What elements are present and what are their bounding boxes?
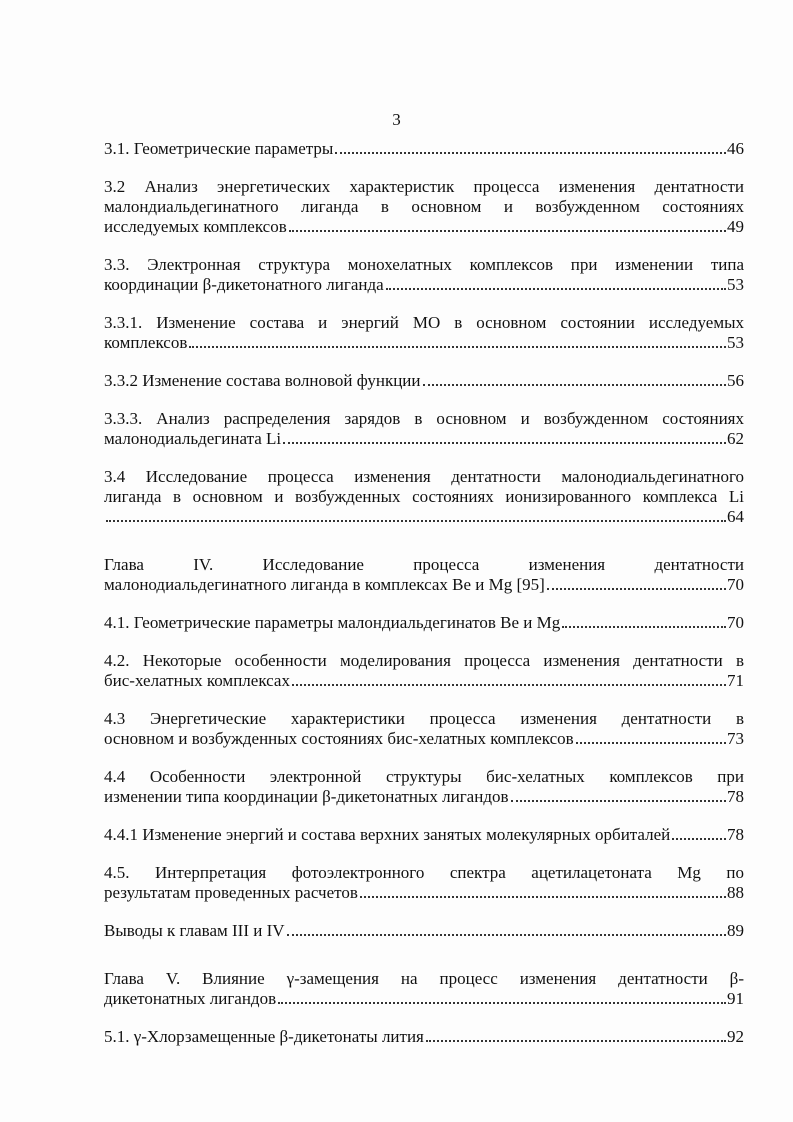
dot-leader [335, 152, 726, 154]
toc-page-number: 46 [727, 139, 744, 158]
dot-leader [106, 520, 726, 522]
dot-leader [189, 346, 726, 348]
toc-entry[interactable] [104, 313, 744, 353]
toc-entry-title-end: 3.1. Геометрические параметры [104, 139, 334, 158]
toc-entry-last-line [104, 787, 744, 807]
toc-entry-title-line: 3.2 Анализ энергетических характеристик процесса изменения дентатности [104, 177, 744, 196]
toc-entry-last-line [104, 217, 744, 237]
page-number: 3 [392, 110, 401, 129]
toc-page-number: 91 [727, 989, 744, 1008]
toc-page-number: 73 [727, 729, 744, 748]
toc-entry-title-end: комплексов [104, 333, 188, 352]
dot-leader [278, 1002, 726, 1004]
toc-entry-title-end: малонодиальдегинатного лиганда в комплексах Be и Mg [95] [104, 575, 545, 594]
toc-entry-last-line [104, 1027, 744, 1047]
toc-entry-last-line [104, 671, 744, 691]
toc-entry-last-line [104, 613, 744, 633]
toc-page-number: 53 [727, 333, 744, 352]
toc-entry[interactable] [104, 921, 744, 941]
dot-leader [386, 288, 726, 290]
toc-entry-last-line [104, 921, 744, 941]
toc-entry[interactable] [104, 255, 744, 295]
toc-entry[interactable] [104, 825, 744, 845]
toc-entry-last-line [104, 825, 744, 845]
toc-entry-title-end: основном и возбужденных состояниях бис-хелатных комплексов [104, 729, 574, 748]
toc-entry-title-line: 3.4 Исследование процесса изменения дентатности малонодиальдегинатного [104, 467, 744, 486]
toc-entry-title-end: 4.4.1 Изменение энергий и состава верхних занятых молекулярных орбиталей [104, 825, 671, 844]
dot-leader [287, 934, 726, 936]
toc-page-number: 70 [727, 575, 744, 594]
toc-entry-last-line [104, 575, 744, 595]
toc-entry-last-line [104, 429, 744, 449]
toc-entry-title-line: 4.3 Энергетические характеристики процесса изменения дентатности в [104, 709, 744, 728]
toc-entry[interactable] [104, 969, 744, 1009]
dot-leader [360, 896, 726, 898]
toc-entry[interactable] [104, 177, 744, 237]
toc-page-number: 78 [727, 787, 744, 806]
dot-leader [289, 230, 726, 232]
toc-entry-title-line: 4.2. Некоторые особенности моделирования процесса изменения дентатности в [104, 651, 744, 670]
toc-entry-title-end: результатам проведенных расчетов [104, 883, 358, 902]
toc-entry-title-end: 4.1. Геометрические параметры малондиальдегинатов Be и Mg [104, 613, 561, 632]
toc-entry[interactable] [104, 467, 744, 527]
dot-leader [547, 588, 726, 590]
toc-entry-last-line [104, 275, 744, 295]
dot-leader [423, 384, 726, 386]
dot-leader [426, 1040, 726, 1042]
toc-page-number: 89 [727, 921, 744, 940]
toc-entry-title-line: 4.4 Особенности электронной структуры бис-хелатных комплексов при [104, 767, 744, 786]
toc-entry[interactable] [104, 767, 744, 807]
toc-entry-title-line: 4.5. Интерпретация фотоэлектронного спектра ацетилацетоната Mg по [104, 863, 744, 882]
toc-entry-title-end: Выводы к главам III и IV [104, 921, 285, 940]
toc-page-number: 56 [727, 371, 744, 390]
toc-entry-title-end: координации β-дикетонатного лиганда [104, 275, 384, 294]
dot-leader [292, 684, 726, 686]
table-of-contents [104, 139, 744, 1065]
toc-page-number: 62 [727, 429, 744, 448]
toc-entry[interactable] [104, 409, 744, 449]
toc-entry-title-end: дикетонатных лигандов [104, 989, 277, 1008]
toc-entry-title-line: 3.3.1. Изменение состава и энергий МО в основном состоянии исследуемых [104, 313, 744, 332]
toc-entry-title-end: 5.1. γ-Хлорзамещенные β-дикетонаты лития [104, 1027, 424, 1046]
toc-entry-title-end: бис-хелатных комплексах [104, 671, 290, 690]
toc-page-number: 49 [727, 217, 744, 236]
toc-page-number: 71 [727, 671, 744, 690]
toc-entry-last-line [104, 139, 744, 159]
toc-entry[interactable] [104, 651, 744, 691]
toc-entry-title-line: Глава V. Влияние γ-замещения на процесс изменения дентатности β- [104, 969, 744, 988]
toc-entry[interactable] [104, 613, 744, 633]
toc-page-number: 78 [727, 825, 744, 844]
toc-entry[interactable] [104, 371, 744, 391]
toc-page-number: 64 [727, 507, 744, 526]
dot-leader [562, 626, 726, 628]
toc-page-number: 70 [727, 613, 744, 632]
toc-entry-title-line: малондиальдегинатного лиганда в основном и возбужденном состояниях [104, 197, 744, 216]
toc-entry-title-end: изменении типа координации β-дикетонатных лигандов [104, 787, 509, 806]
toc-entry[interactable] [104, 555, 744, 595]
toc-entry[interactable] [104, 863, 744, 903]
toc-entry-last-line [104, 507, 744, 527]
dot-leader [672, 838, 726, 840]
dot-leader [511, 800, 726, 802]
dot-leader [283, 442, 726, 444]
toc-entry-last-line [104, 989, 744, 1009]
toc-entry-last-line [104, 883, 744, 903]
toc-entry-title-line: 3.3. Электронная структура монохелатных комплексов при изменении типа [104, 255, 744, 274]
dot-leader [576, 742, 726, 744]
toc-page-number: 53 [727, 275, 744, 294]
toc-entry-title-end: исследуемых комплексов [104, 217, 287, 236]
toc-entry[interactable] [104, 139, 744, 159]
toc-page-number: 92 [727, 1027, 744, 1046]
toc-entry-title-end: малонодиальдегината Li [104, 429, 282, 448]
toc-entry[interactable] [104, 1027, 744, 1047]
toc-entry-last-line [104, 333, 744, 353]
toc-page-number: 88 [727, 883, 744, 902]
toc-entry-last-line [104, 371, 744, 391]
toc-entry[interactable] [104, 709, 744, 749]
toc-entry-title-line: Глава IV. Исследование процесса изменения дентатности [104, 555, 744, 574]
toc-entry-title-line: 3.3.3. Анализ распределения зарядов в основном и возбужденном состояниях [104, 409, 744, 428]
toc-entry-title-line: лиганда в основном и возбужденных состояниях ионизированного комплекса Li [104, 487, 744, 506]
toc-entry-last-line [104, 729, 744, 749]
toc-entry-title-end: 3.3.2 Изменение состава волновой функции [104, 371, 421, 390]
